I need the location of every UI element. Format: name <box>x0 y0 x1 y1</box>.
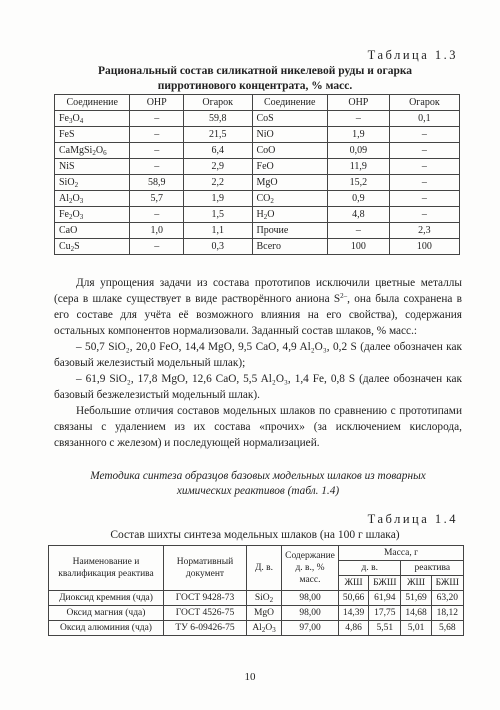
compound-cell: CaO <box>55 223 130 239</box>
table-1-3-caption-line2: пирротинового концентрата, % масс. <box>157 80 353 92</box>
content-cell: 98,00 <box>282 606 339 621</box>
compound-cell: CoS <box>252 111 327 127</box>
compound-cell: FeS <box>55 127 130 143</box>
mass-cell: 63,20 <box>431 591 463 606</box>
compound-cell: NiS <box>55 159 130 175</box>
value-cell: – <box>327 223 389 239</box>
table-row <box>55 175 460 191</box>
value-cell: 0,1 <box>389 111 459 127</box>
mass-cell: 50,66 <box>339 591 369 606</box>
header-cell-name: Наименование и квалификация реактива <box>49 546 164 591</box>
value-cell: – <box>130 207 183 223</box>
reagent-name-cell: Диоксид кремния (чда) <box>49 591 164 606</box>
paragraph-1 <box>54 275 462 339</box>
header-cell-mass: Масса, г <box>339 546 464 561</box>
compound-cell: $CaMgSi_2O_6$ <box>55 143 130 159</box>
table-1-4-caption: Состав шихты синтеза модельных шлаков (на 100 г шлака) <box>110 529 400 541</box>
reagent-name-cell: Оксид алюминия (чда) <box>49 621 164 636</box>
reagent-name-cell: Оксид магния (чда) <box>49 606 164 621</box>
active-substance-cell: SiO$_2$ <box>247 591 282 606</box>
compound-cell: $Al_2O_3$ <box>55 191 130 207</box>
composition-table <box>54 94 460 255</box>
value-cell: 0,9 <box>327 191 389 207</box>
header-cell-dv: Д. в. <box>247 546 282 591</box>
value-cell: – <box>389 143 459 159</box>
value-cell: 59,8 <box>183 111 252 127</box>
document-cell: ГОСТ 9428-73 <box>164 591 247 606</box>
value-cell: 21,5 <box>183 127 252 143</box>
compound-cell: NiO <box>252 127 327 143</box>
table-row <box>49 621 464 636</box>
header-cell: ОНР <box>327 95 389 111</box>
paragraph-1-text-b: , она была сохранена в его составе для учёта её возможного влияния на его свойства), содержания остальных компонентов нормализовали. Заданный состав шлаков, % масс.: <box>54 293 462 337</box>
mass-cell: 51,69 <box>401 591 431 606</box>
value-cell: – <box>389 207 459 223</box>
header-cell-bzhsh: БЖШ <box>431 576 463 591</box>
mass-cell: 5,01 <box>401 621 431 636</box>
paragraph-3: – 61,9 SiO₂, 17,8 MgO, 12,6 CaO, 5,5 Al₂O₃, 1,4 Fe, 0,8 S (далее обозначен как базовый безжелезистый модельный шлак). <box>54 373 462 401</box>
section-title-line2: химических реактивов (табл. 1.4) <box>176 485 340 497</box>
header-cell: ОНР <box>130 95 183 111</box>
value-cell: – <box>130 127 183 143</box>
value-cell: – <box>389 175 459 191</box>
header-cell: Соединение <box>55 95 130 111</box>
mass-cell: 14,68 <box>401 606 431 621</box>
value-cell: 11,9 <box>327 159 389 175</box>
value-cell: 58,9 <box>130 175 183 191</box>
table-row <box>55 159 460 175</box>
header-cell-zhsh: ЖШ <box>401 576 431 591</box>
section-title <box>54 469 462 499</box>
value-cell: 1,1 <box>183 223 252 239</box>
value-cell: 100 <box>327 239 389 255</box>
value-cell: – <box>327 111 389 127</box>
content-cell: 97,00 <box>282 621 339 636</box>
value-cell: 2,2 <box>183 175 252 191</box>
table-row <box>55 223 460 239</box>
section-title-line1: Методика синтеза образцов базовых модельных шлаков из товарных <box>90 470 426 482</box>
table-row <box>55 191 460 207</box>
header-cell: Огарок <box>389 95 459 111</box>
mass-cell: 17,75 <box>369 606 401 621</box>
active-substance-cell: MgO <box>247 606 282 621</box>
document-cell: ГОСТ 4526-75 <box>164 606 247 621</box>
table-1-3-caption <box>60 64 450 94</box>
value-cell: 2,9 <box>183 159 252 175</box>
compound-cell: SiO$_2$ <box>55 175 130 191</box>
compound-cell: $Fe_3O_4$ <box>55 111 130 127</box>
mass-cell: 5,68 <box>431 621 463 636</box>
mass-cell: 5,51 <box>369 621 401 636</box>
value-cell: 2,3 <box>389 223 459 239</box>
compound-cell: $H_2O$ <box>252 207 327 223</box>
value-cell: 0,09 <box>327 143 389 159</box>
table-header-row <box>55 95 460 111</box>
header-cell-content: Содержание д. в., % масс. <box>282 546 339 591</box>
paragraph-4: Небольшие отличия составов модельных шлаков по сравнению с прототипами связаны с удалением из их состава «прочих» (за исключением кислорода, связанного с железом) и последующей нормализацией. <box>54 405 462 449</box>
anion-charge: 2– <box>340 292 348 300</box>
header-cell-mass-dv: д. в. <box>339 561 401 576</box>
value-cell: – <box>130 111 183 127</box>
value-cell: 1,0 <box>130 223 183 239</box>
value-cell: 1,9 <box>183 191 252 207</box>
page-number: 10 <box>244 671 256 683</box>
table-row <box>55 143 460 159</box>
value-cell: – <box>130 239 183 255</box>
value-cell: 6,4 <box>183 143 252 159</box>
document-cell: ТУ 6-09426-75 <box>164 621 247 636</box>
table-row <box>55 127 460 143</box>
compound-cell: $CO_2$ <box>252 191 327 207</box>
table-header-row <box>49 546 464 561</box>
value-cell: 5,7 <box>130 191 183 207</box>
compound-cell: Всего <box>252 239 327 255</box>
header-cell-zhsh: ЖШ <box>339 576 369 591</box>
header-cell: Огарок <box>183 95 252 111</box>
header-cell-doc: Нормативный документ <box>164 546 247 591</box>
header-cell-bzhsh: БЖШ <box>369 576 401 591</box>
mass-cell: 61,94 <box>369 591 401 606</box>
charge-table <box>48 545 464 636</box>
value-cell: 1,5 <box>183 207 252 223</box>
header-cell-mass-reagent: реактива <box>401 561 464 576</box>
value-cell: 0,3 <box>183 239 252 255</box>
header-cell: Соединение <box>252 95 327 111</box>
compound-cell: $Fe_2O_3$ <box>55 207 130 223</box>
active-substance-cell: $Al_2O_3$ <box>247 621 282 636</box>
table-1-3-caption-line1: Рациональный состав силикатной никелевой руды и огарка <box>97 65 413 77</box>
content-cell: 98,00 <box>282 591 339 606</box>
mass-cell: 18,12 <box>431 606 463 621</box>
table-1-3-label: Таблица 1.3 <box>367 48 458 62</box>
value-cell: – <box>389 191 459 207</box>
value-cell: 1,9 <box>327 127 389 143</box>
compound-cell: MgO <box>252 175 327 191</box>
value-cell: 4,8 <box>327 207 389 223</box>
table-row <box>55 239 460 255</box>
value-cell: – <box>389 159 459 175</box>
value-cell: – <box>130 159 183 175</box>
value-cell: 15,2 <box>327 175 389 191</box>
table-1-4-label: Таблица 1.4 <box>367 512 458 526</box>
table-row <box>55 207 460 223</box>
table-row <box>49 606 464 621</box>
paragraph-1-text-a: Для упрощения задачи из состава прототипов исключили цветные металлы (сера в шлаке существует в виде растворённого аниона S <box>54 277 462 305</box>
compound-cell: Прочие <box>252 223 327 239</box>
compound-cell: $Cu_2S$ <box>55 239 130 255</box>
table-row <box>55 111 460 127</box>
value-cell: 100 <box>389 239 459 255</box>
paragraph-2: – 50,7 SiO₂, 20,0 FeO, 14,4 MgO, 9,5 CaO, 4,9 Al₂O₃, 0,2 S (далее обозначен как базовый железистый модельный шлак); <box>54 341 462 369</box>
mass-cell: 4,86 <box>339 621 369 636</box>
compound-cell: FeO <box>252 159 327 175</box>
body-text <box>54 275 462 451</box>
compound-cell: CoO <box>252 143 327 159</box>
table-row <box>49 591 464 606</box>
value-cell: – <box>130 143 183 159</box>
mass-cell: 14,39 <box>339 606 369 621</box>
value-cell: – <box>389 127 459 143</box>
